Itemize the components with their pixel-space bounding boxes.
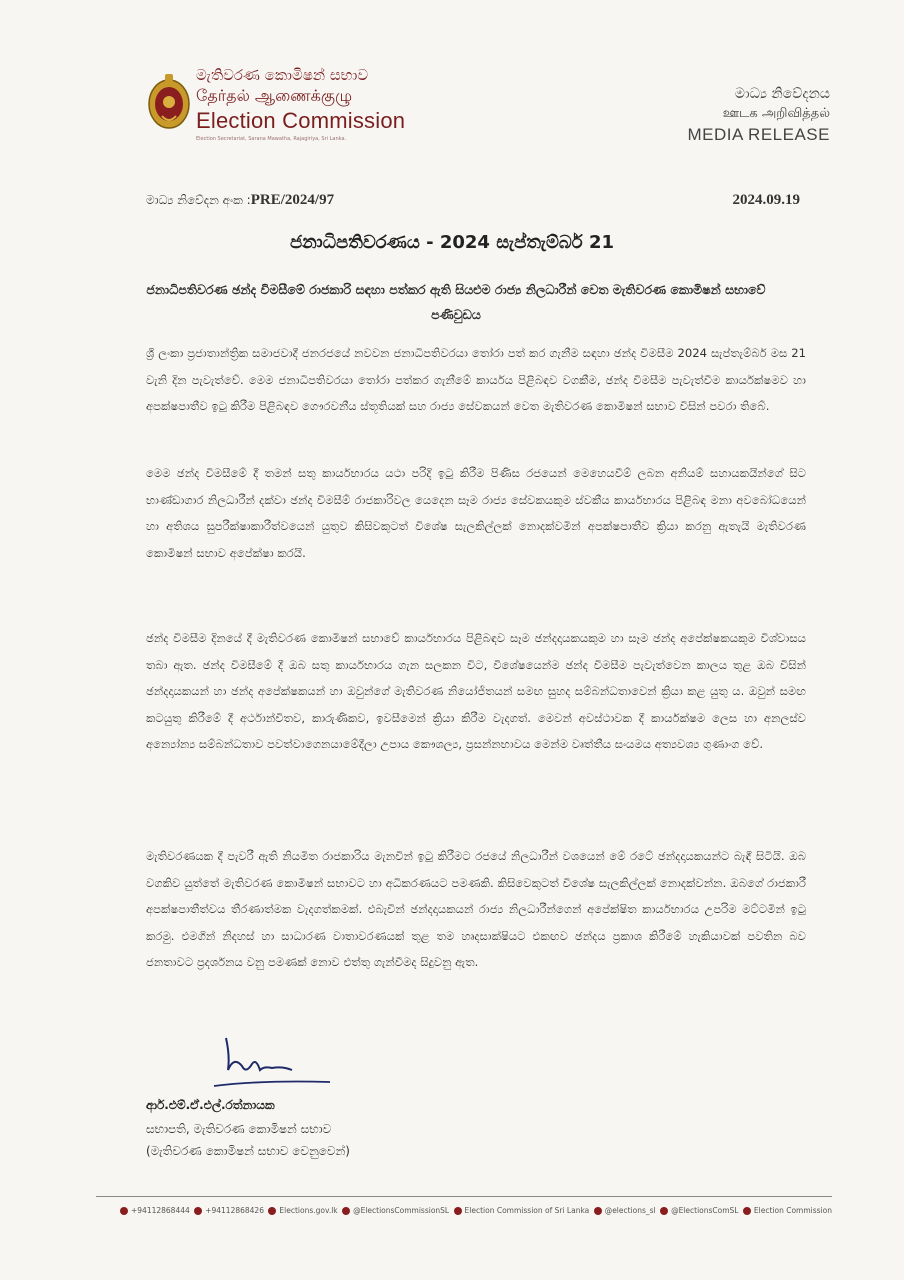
document-subtitle: ජනාධිපතිවරණ ඡන්ද විමසීමේ රාජකාරි සඳහා පත්කර ඇති සියළුම රාජ්‍ය නිලධාරීන් වෙත මැතිවරණ කොමිෂන් සභාවේ පණිවුඩය — [146, 282, 766, 322]
footer-divider — [96, 1196, 832, 1197]
footer-contacts — [120, 1206, 832, 1215]
reference-label: මාධ්‍ය නිවේදන අංක : — [146, 193, 251, 207]
fax-icon — [194, 1207, 202, 1215]
footer-item: @elections_sl — [594, 1206, 656, 1215]
footer-item: +94112868444 — [120, 1206, 190, 1215]
phone-icon — [120, 1207, 128, 1215]
youtube-icon — [454, 1207, 462, 1215]
reference-number — [146, 192, 334, 209]
paragraph: මැතිවරණයක දී පැවරී ඇති නියමිත රාජකාරිය මැනවින් ඉටු කිරීමට රජයේ නිලධාරීන් වශයෙන් මේ රටේ ඡන්දදායකයන්ට බැඳී සිටියි. ඔබ වගකිව යුත්තේ මැතිවරණ කොමිෂන් සභාවට හා අධිකරණයට පමණකි. කිසිවෙකුටත් විශේෂ සැලකිල්ලක් නොදක්වන්න. ඔබගේ රාජකාරී අපක්ෂපාතීත්වය තීරණාත්මක වැදගත්කමක්. එබැවින් ඡන්දදායකයන් රාජ්‍ය නිලධාරීන්ගෙන් අපේක්ෂිත කාර්යභාරය උපරිම මට්ටමින් ඉටු කරමු. එමගින් නිදහස් හා සාධාරණ වාතාවරණයක් තුළ තම හෘදසාක්ෂියට එකඟව ඡන්දය ප්‍රකාශ කිරීමේ හැකියාවක් පවතින බව ජනතාවට ප්‍රදර්ශනය වනු පමණක් නොව එත්තු ගැන්වීමද සිදුවනු ඇත. — [146, 849, 807, 969]
emblem-icon — [146, 72, 192, 132]
org-name-sinhala: මැතිවරණ කොමිෂන් සභාව — [196, 66, 369, 84]
release-date: 2024.09.19 — [732, 192, 800, 208]
paragraph: මෙම ඡන්ද විමසීමේ දී තමන් සතු කාර්යභාරය යථා පරිදි ඉටු කිරීම පිණිස රජයෙන් මෙහෙයවීම් ලබන අනියම් සහායකයින්ගේ සිට භාණ්ඩාගාර නිලධාරීන් දක්වා ඡන්ද විමසීම් රාජකාරිවල යෙදෙන සෑම රාජ්‍ය සේවකයකුම ස්වකීය කාර්යභාරය පිළිබඳ මනා අවබෝධයෙන් හා අතිශය සුපරීක්ෂාකාරීත්වයෙන් යුතුව කිසිවකුටත් විශේෂ සැලකිල්ලක් නොදක්වමින් අපක්ෂපාතීව ක්‍රියා කරනු ඇතැයි මැතිවරණ කොමිෂන් සභාව අපේක්ෂා කරයි. — [146, 466, 806, 560]
twitter-icon — [660, 1207, 668, 1215]
tiktok-icon — [743, 1207, 751, 1215]
media-release-sinhala: මාධ්‍ය නිවේදනය — [734, 86, 830, 102]
signatory-note: (මැතිවරණ කොමිෂන් සභාව වෙනුවෙන්) — [146, 1144, 350, 1158]
reference-value: PRE/2024/97 — [250, 192, 335, 208]
signatory-title: සභාපති, මැතිවරණ කොමිෂන් සභාව — [146, 1122, 332, 1136]
org-name-english: Election Commission — [196, 108, 406, 133]
signatory-name: ආර්.එම්.ඒ.එල්.රත්නායක — [146, 1098, 275, 1112]
footer-item: Elections.gov.lk — [268, 1206, 337, 1215]
media-release-english: MEDIA RELEASE — [687, 125, 830, 144]
org-name-tamil: தேர்தல் ஆணைக்குழு — [196, 86, 353, 105]
facebook-icon — [342, 1207, 350, 1215]
footer-item: +94112868426 — [194, 1206, 264, 1215]
header-logo-block — [146, 64, 406, 160]
footer-item: Election Commission of Sri Lanka — [454, 1206, 590, 1215]
footer-item: @ElectionsCommissionSL — [342, 1206, 449, 1215]
document-title: ජනාධිපතිවරණය - 2024 සැප්තැම්බර් 21 — [290, 232, 614, 253]
footer-item: Election Commission — [743, 1206, 832, 1215]
footer-item: @ElectionsComSL — [660, 1206, 738, 1215]
paragraph: ඡන්ද විමසීම දිනයේ දී මැතිවරණ කොමිෂන් සභාවේ කාර්යභාරය පිළිබඳව සෑම ඡන්දදායකයකුම හා සෑම ඡන්ද අපේක්ෂකයකුම විශ්වාසය තබා ඇත. ඡන්ද විමසීමේ දී ඔබ සතු කාර්යභාරය ගැන සලකන විට, විශේෂයෙන්ම ඡන්ද විමසීම පැවැත්වෙන කාලය තුළ ඔබ විසින් ඡන්දදායකයන් හා ඡන්ද අපේක්ෂකයන් හා ඔවුන්ගේ මැතිවරණ නියෝජිතයන් සමඟ සුහද සම්බන්ධතාවෙන් ක්‍රියා කළ යුතු ය. ඔවුන් සමඟ කටයුතු කිරීමේ දී අර්ථාන්විතව, කාරුණිකව, ඉවසීමෙන් ක්‍රියා කිරීම වැදගත්. මෙවන් අවස්ථාවක දී කාර්යක්ෂම ලෙස හා අනලස්ව අන්‍යෝන්‍ය සම්බන්ධතාව පවත්වාගෙනයාමේදීලා උපාය කෞශල්‍ය, ප්‍රසන්නභාවය මෙන්ම වෘත්තීය සංයමය අත්‍යවශ්‍ය ගුණාංග වේ. — [146, 631, 806, 751]
paragraph: ශ්‍රී ලංකා ප්‍රජාතාන්ත්‍රික සමාජවාදී ජනරජයේ නවවන ජනාධිපතිවරයා තෝරා පත් කර ගැනීම සඳහා ඡන්ද විමසීම 2024 සැප්තැම්බර් මස 21 වැනි දින පැවැත්වේ. මෙම ජනාධිපතිවරයා තෝරා පත්කර ගැනීමේ කාර්යය පිළිබඳව වගකීම, ඡන්ද විමසීම පැවැත්වීම කාර්යක්ෂමව හා අපක්ෂපාතීව ඉටු කිරීම පිළිබඳව ගෞරවනීය ස්තූතියක් සහ රාජ්‍ය සේවකයන් වෙත මැතිවරණ කොමිෂන් සභාව විසින් පවරා තිබේ. — [146, 346, 806, 413]
org-address: Election Secretariat, Sarana Mawatha, Rajagiriya, Sri Lanka. — [196, 136, 347, 142]
media-release-label — [687, 84, 830, 146]
handwritten-signature — [212, 1036, 332, 1096]
web-icon — [268, 1207, 276, 1215]
media-release-tamil: ஊடக அறிவித்தல் — [722, 106, 830, 121]
instagram-icon — [594, 1207, 602, 1215]
